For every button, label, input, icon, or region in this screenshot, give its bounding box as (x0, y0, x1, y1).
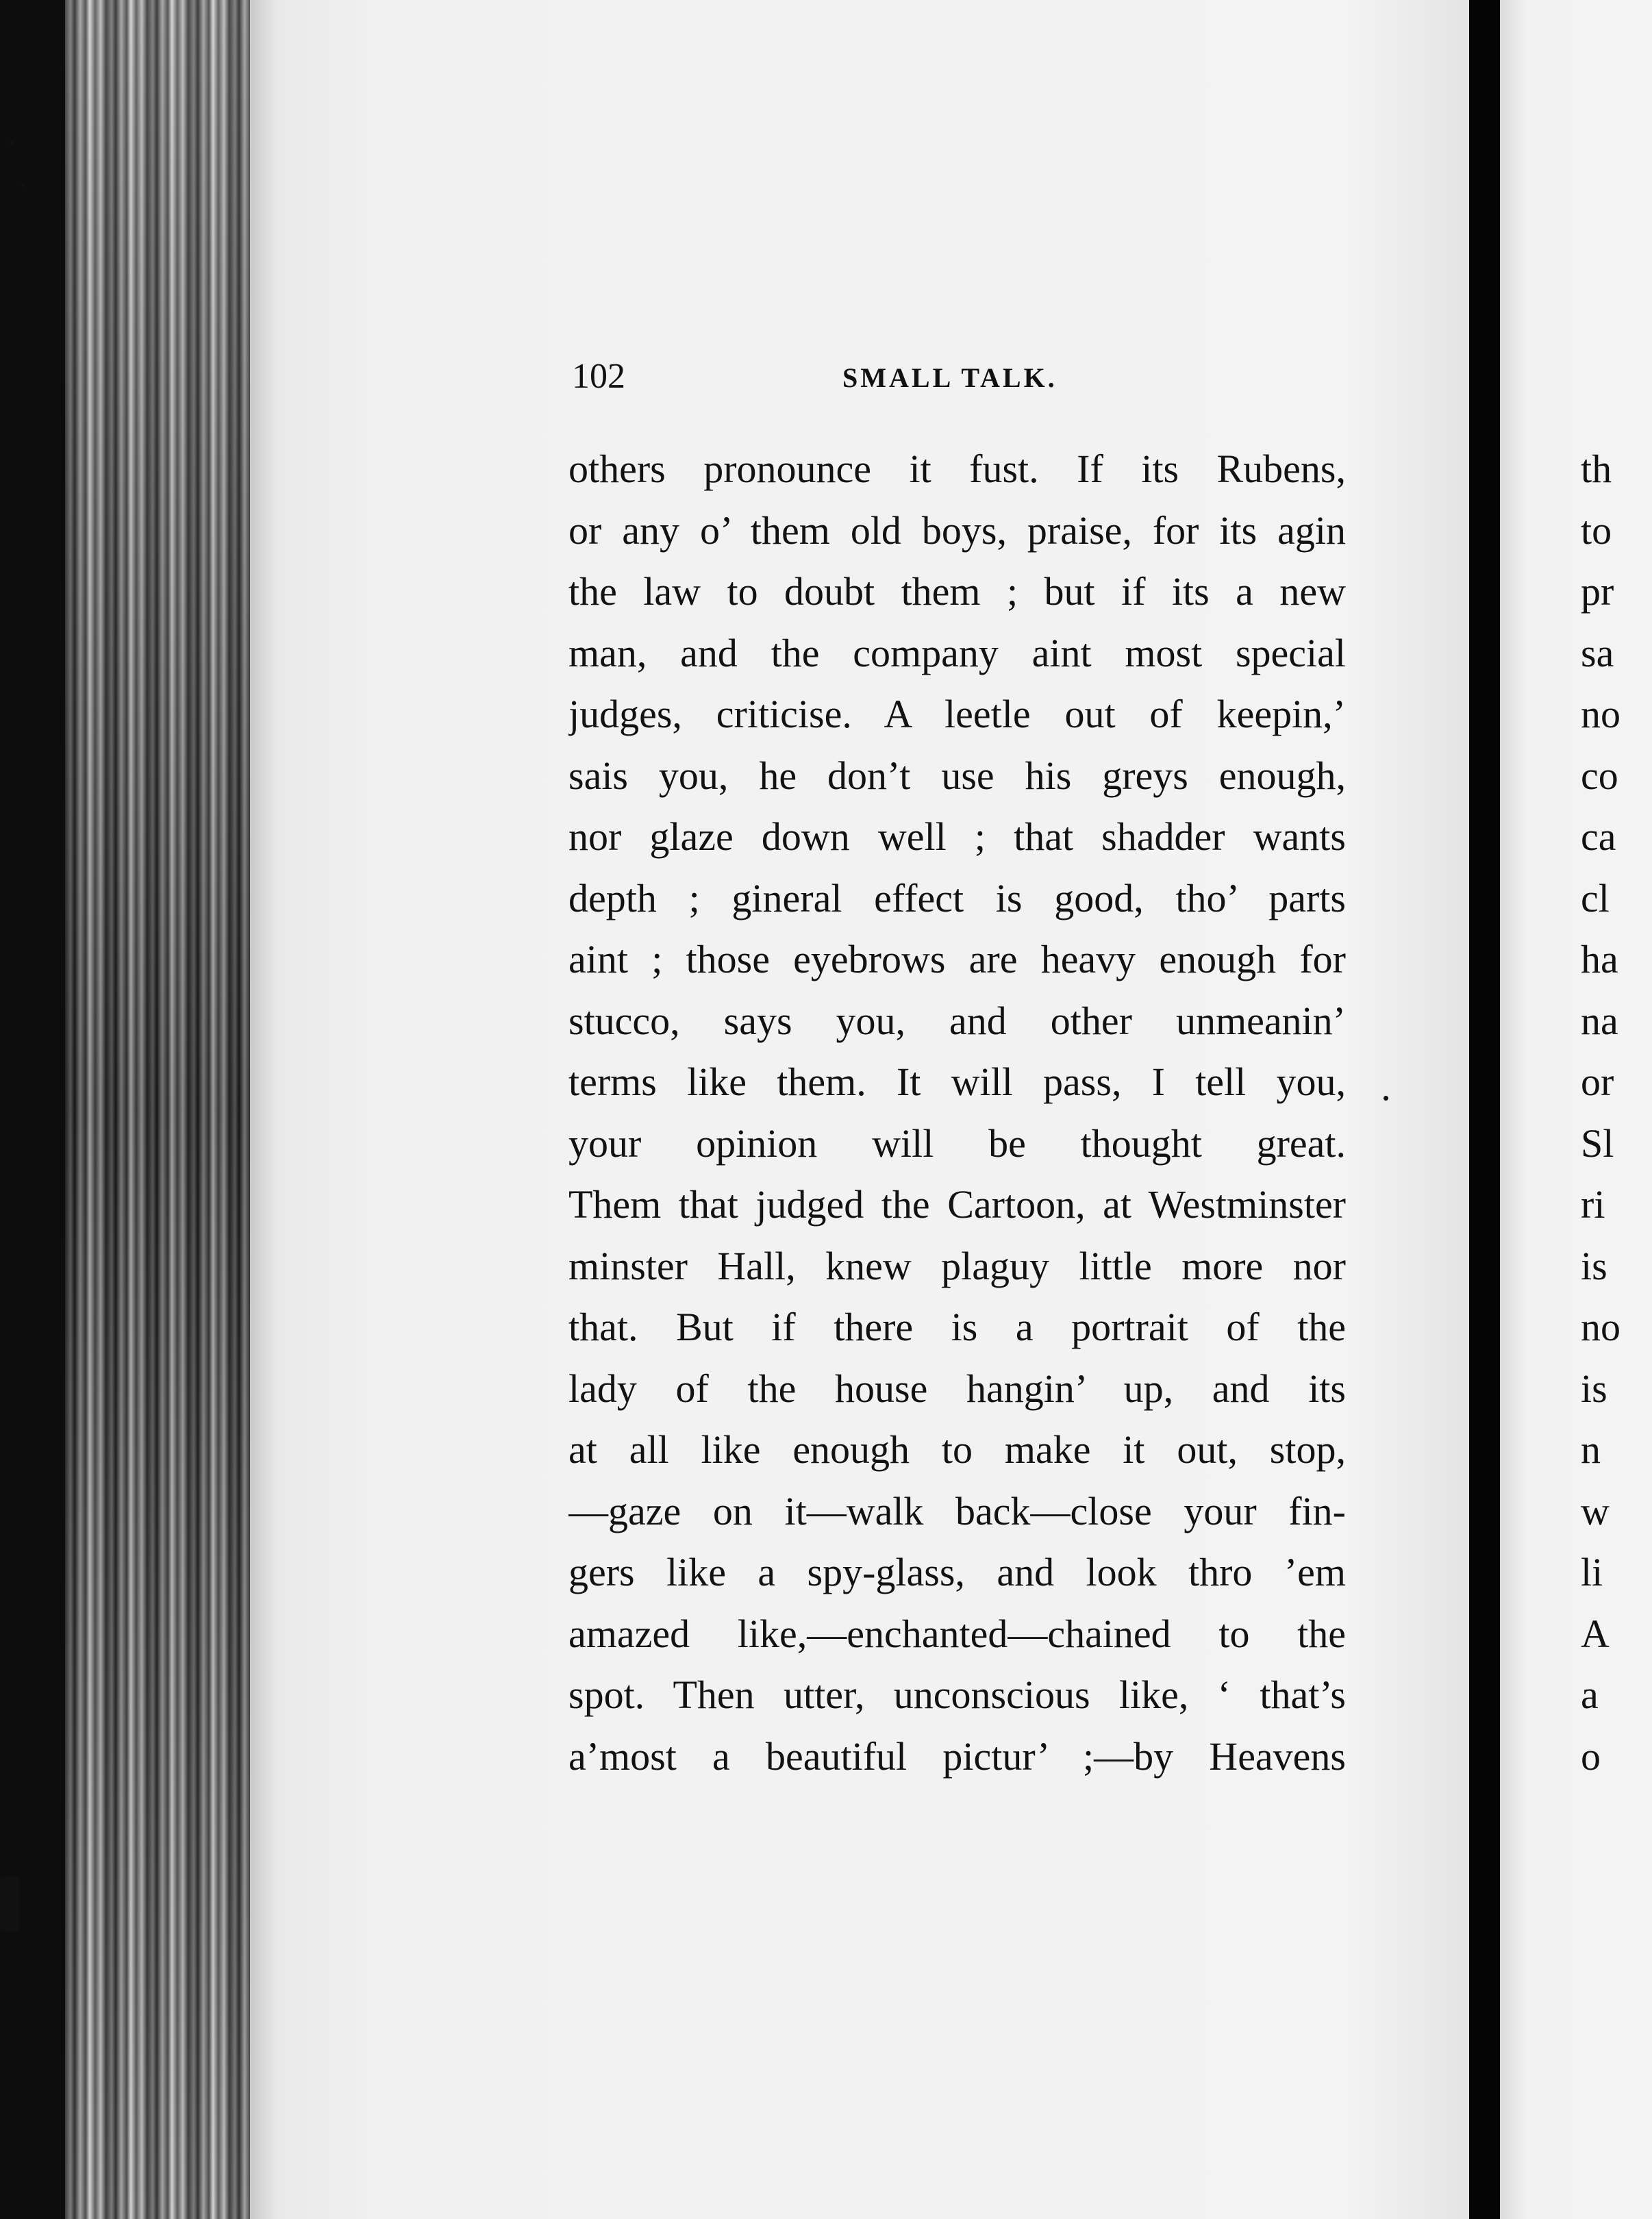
text-line: spot. Then utter, unconscious like, ‘ that’s (568, 1672, 1346, 1717)
facing-text-fragment: o (1581, 1733, 1601, 1779)
facing-text-fragment: th (1581, 447, 1612, 491)
scan-speck (21, 184, 25, 188)
text-line: the law to doubt them ; but if its a new (568, 569, 1346, 614)
facing-text-fragment: or (1581, 1060, 1614, 1104)
book-gutter (1469, 0, 1500, 2219)
text-line: judges, criticise. A leetle out of keepin,’ (568, 692, 1346, 736)
facing-text-fragment: na (1581, 998, 1618, 1043)
facing-page (1500, 0, 1652, 2219)
text-line: Them that judged the Cartoon, at Westminster (568, 1182, 1346, 1227)
text-line: terms like them. It will pass, I tell you, (568, 1060, 1346, 1104)
facing-text-fragment: is (1581, 1243, 1607, 1288)
page-number: 102 (572, 357, 625, 396)
facing-page-text (1581, 438, 1652, 1787)
running-title: SMALL TALK. (842, 362, 1057, 393)
facing-text-fragment: a (1581, 1672, 1599, 1717)
text-line: nor glaze down well ; that shadder wants (568, 814, 1346, 859)
facing-text-fragment: no (1581, 1305, 1620, 1349)
text-line: man, and the company aint most special (568, 630, 1346, 675)
text-line: that. But if there is a portrait of the (568, 1305, 1346, 1349)
facing-text-fragment: li (1581, 1550, 1603, 1594)
text-line: aint ; those eyebrows are heavy enough for (568, 937, 1346, 981)
text-line: lady of the house hangin’ up, and its (568, 1366, 1346, 1411)
facing-text-fragment: n (1581, 1427, 1601, 1472)
facing-text-fragment: sa (1581, 630, 1614, 675)
text-line: —gaze on it—walk back—close your fin- (568, 1488, 1346, 1533)
text-line: minster Hall, knew plaguy little more nor (568, 1243, 1346, 1288)
facing-text-fragment: is (1581, 1366, 1607, 1411)
text-line: stucco, says you, and other unmeanin’ (568, 998, 1346, 1043)
facing-text-fragment: to (1581, 507, 1612, 553)
facing-text-fragment: w (1581, 1488, 1610, 1533)
text-line: a’most a beautiful pictur’ ;—by Heavens (568, 1733, 1346, 1779)
text-line: depth ; gineral effect is good, tho’ parts (568, 875, 1346, 920)
running-head (572, 356, 1346, 404)
facing-text-fragment: Sl (1581, 1120, 1614, 1166)
text-line: amazed like,—enchanted—chained to the (568, 1611, 1346, 1656)
text-line: at all like enough to make it out, stop, (568, 1427, 1346, 1472)
facing-text-fragment: A (1581, 1611, 1610, 1656)
body-text (568, 438, 1346, 1787)
scan-blot (0, 1877, 19, 1931)
page-edges-shading (65, 0, 253, 2219)
facing-text-fragment: ca (1581, 814, 1616, 859)
scan-speck (10, 140, 15, 146)
facing-text-fragment: pr (1581, 569, 1614, 614)
facing-text-fragment: cl (1581, 875, 1610, 920)
text-line: your opinion will be thought great. (568, 1120, 1346, 1166)
facing-text-fragment: ha (1581, 937, 1618, 981)
facing-text-fragment: ri (1581, 1182, 1605, 1227)
text-line: or any o’ them old boys, praise, for its agin (568, 507, 1346, 553)
text-line: sais you, he don’t use his greys enough, (568, 753, 1346, 798)
scan-speck (1384, 1096, 1388, 1101)
text-line: others pronounce it fust. If its Rubens, (568, 447, 1346, 491)
facing-text-fragment: no (1581, 692, 1620, 736)
facing-text-fragment: co (1581, 753, 1618, 798)
text-line: gers like a spy-glass, and look thro ’em (568, 1550, 1346, 1594)
